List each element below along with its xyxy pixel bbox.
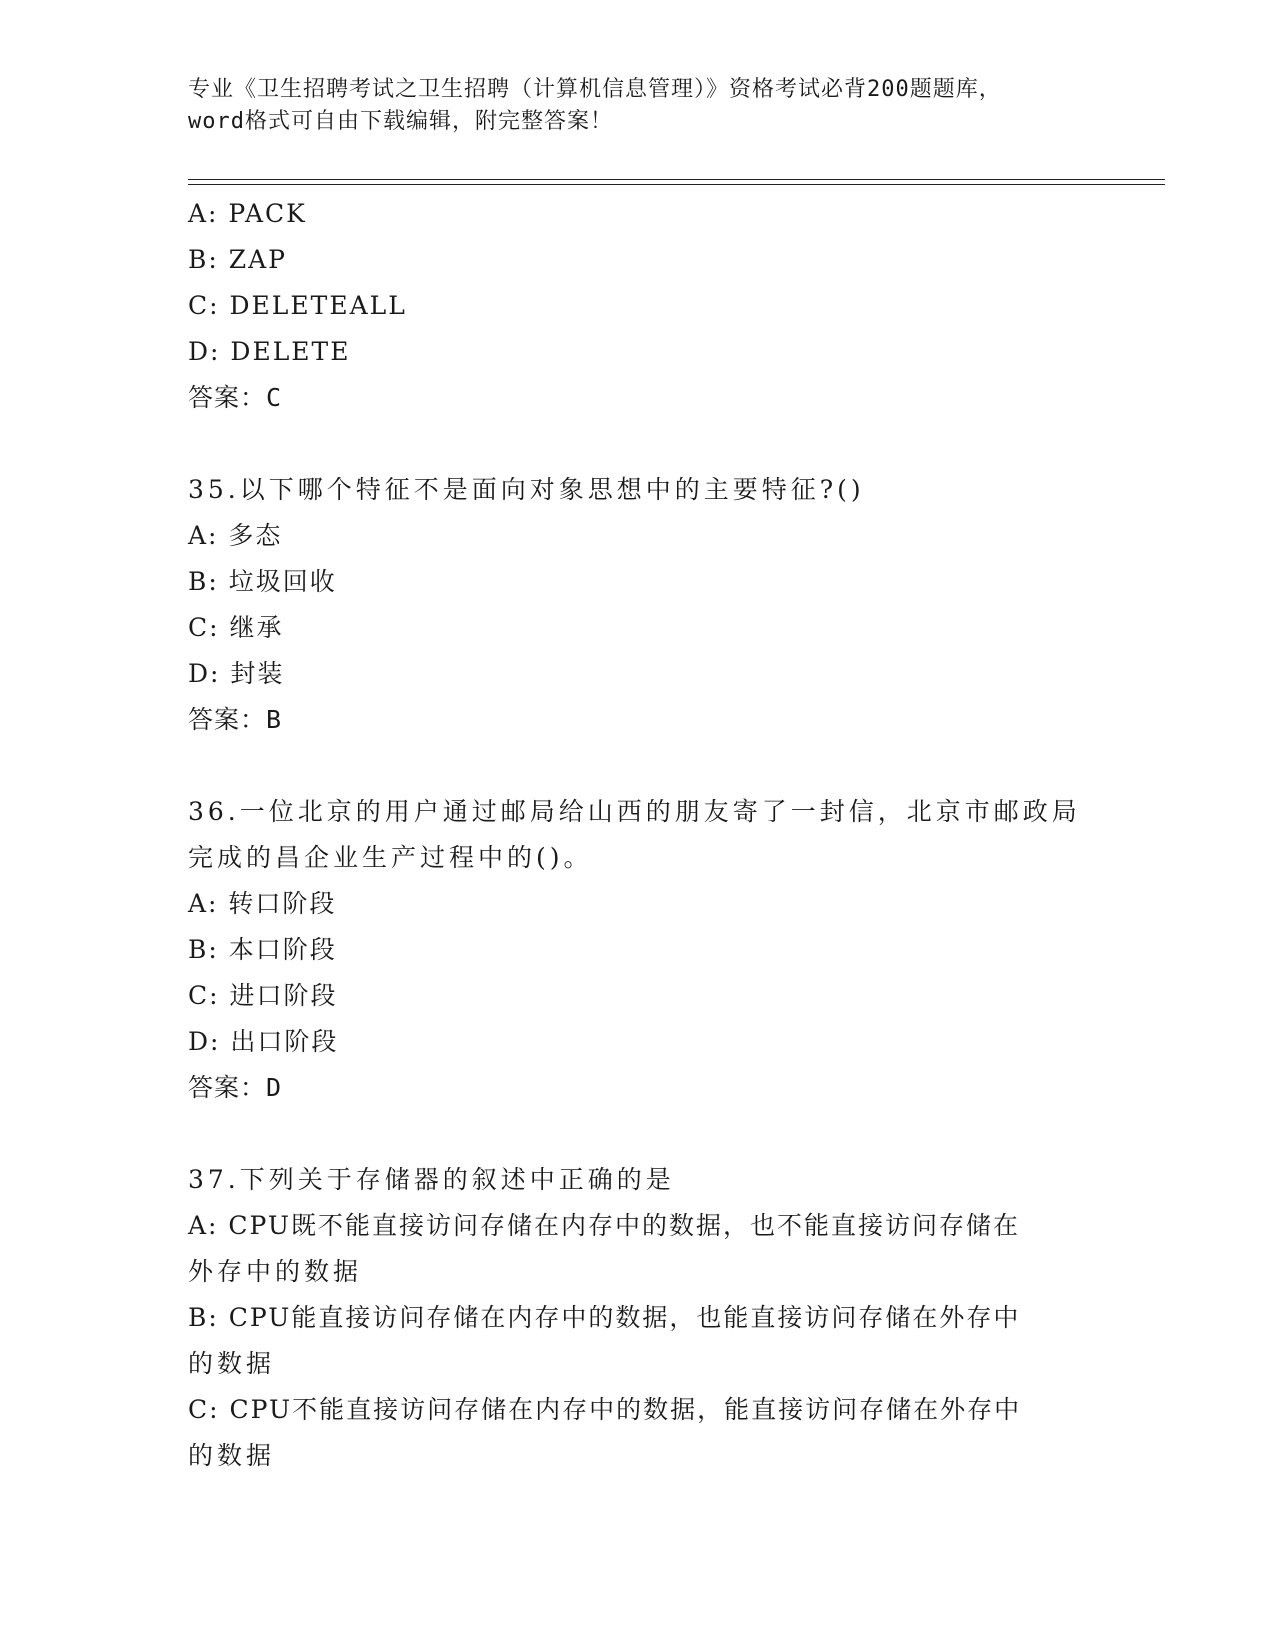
option-d: D: DELETE (188, 337, 351, 366)
block-spacer (188, 1111, 1088, 1157)
answer-line: 答案：C (188, 383, 283, 412)
answer-line: 答案：B (188, 705, 283, 734)
option-c: C: 进口阶段 (188, 981, 338, 1010)
option-a: A: 转口阶段 (188, 889, 337, 918)
option-a: A: 多态 (188, 521, 283, 550)
option-a: A: PACK (188, 199, 307, 228)
question-text: 35.以下哪个特征不是面向对象思想中的主要特征?() (188, 475, 865, 504)
block-spacer (188, 421, 1088, 467)
option-c: C: CPU不能直接访问存储在内存中的数据，能直接访问存储在外存中 (188, 1395, 1022, 1424)
question-list (188, 191, 1088, 1479)
header-divider-top (188, 179, 1165, 180)
option-d: D: 封装 (188, 659, 285, 688)
option-b: B: ZAP (188, 245, 287, 274)
option-b: B: 垃圾回收 (188, 567, 337, 596)
question-text: 37.下列关于存储器的叙述中正确的是 (188, 1165, 675, 1194)
option-b: B: 本口阶段 (188, 935, 337, 964)
option-c: C: 继承 (188, 613, 284, 642)
question-block (188, 467, 1088, 743)
block-spacer (188, 743, 1088, 789)
option-a: A: CPU既不能直接访问存储在内存中的数据，也不能直接访问存储在 (188, 1211, 1021, 1240)
option-c-continued: 的数据 (188, 1441, 276, 1470)
header-line-1: 专业《卫生招聘考试之卫生招聘（计算机信息管理）》资格考试必背200题题库， (188, 77, 1002, 102)
answer-line: 答案：D (188, 1073, 283, 1102)
option-b: B: CPU能直接访问存储在内存中的数据，也能直接访问存储在外存中 (188, 1303, 1021, 1332)
header-line-2: word格式可自由下载编辑，附完整答案！ (188, 109, 613, 134)
question-block (188, 1157, 1088, 1479)
question-block (188, 789, 1088, 1111)
option-d: D: 出口阶段 (188, 1027, 339, 1056)
option-c: C: DELETEALL (188, 291, 407, 320)
document-header (188, 74, 1088, 138)
question-text: 36.一位北京的用户通过邮局给山西的朋友寄了一封信，北京市邮政局 (188, 797, 1081, 826)
header-divider-bottom (188, 184, 1165, 185)
option-a-continued: 外存中的数据 (188, 1257, 363, 1286)
option-b-continued: 的数据 (188, 1349, 276, 1378)
question-block (188, 191, 1088, 421)
question-text-continued: 完成的昌企业生产过程中的()。 (188, 843, 593, 872)
